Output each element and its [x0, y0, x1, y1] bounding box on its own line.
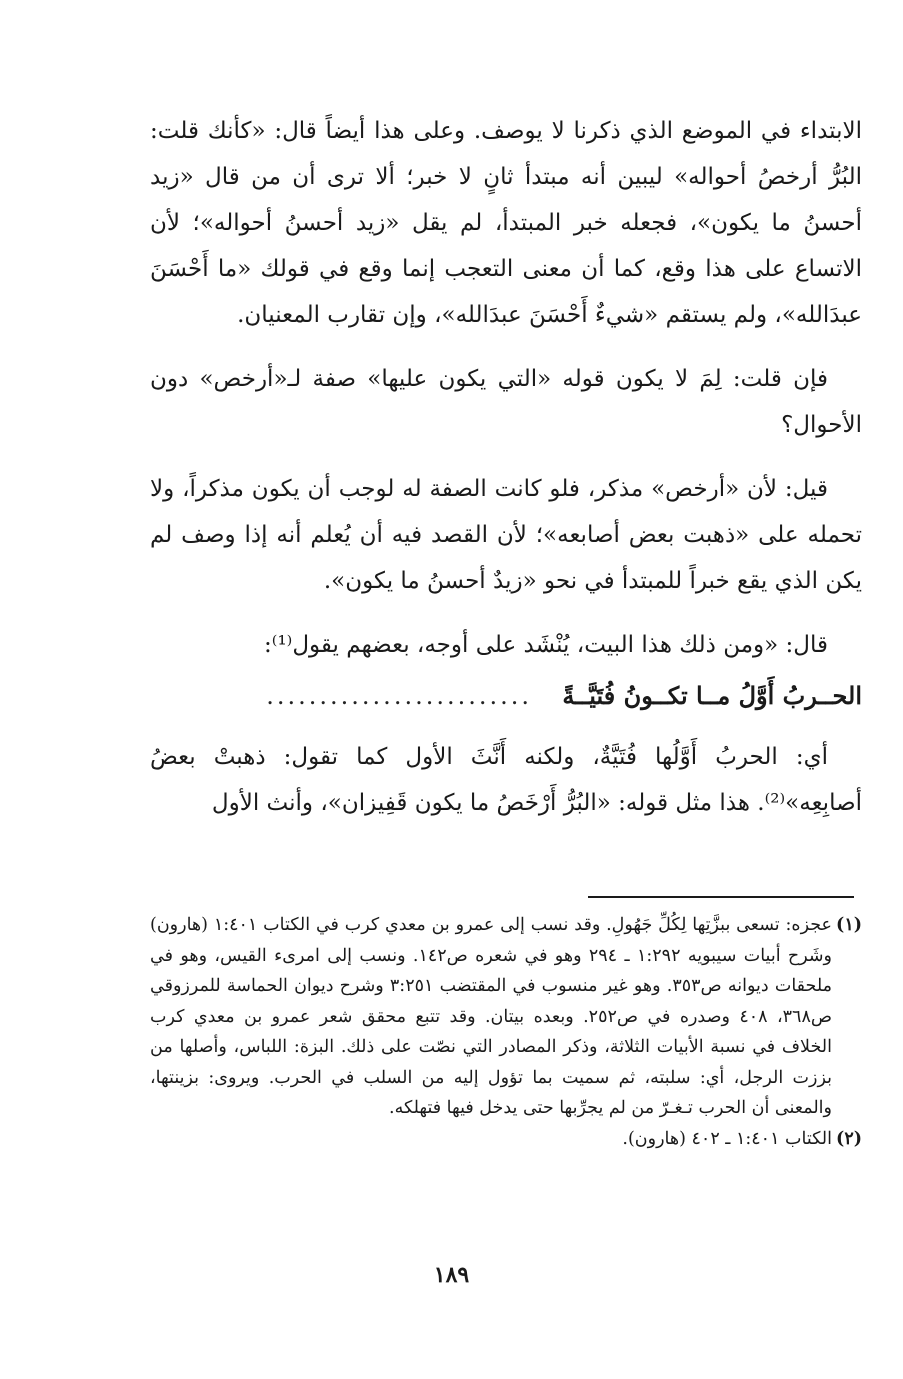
verse-second-hemistich: .........................	[266, 682, 532, 710]
paragraph-5: أي: الحربُ أَوَّلُها فُتَيَّةٌ، ولكنه أَنَّثَ الأول كما تقول: ذهبتْ بعضُ أصابِعِه»⁽²⁾. هذا مثل قوله: «البُرُّ أَرْخَصُ ما يكون قَفِيزان»، وأنث الأول	[150, 744, 862, 816]
footnote-separator	[588, 896, 854, 898]
paragraph-1: الابتداء في الموضع الذي ذكرنا لا يوصف. وعلى هذا أيضاً قال: «كأنك قلت: البُرُّ أرخصُ أحواله» ليبين أنه مبتدأ ثانٍ لا خبر؛ ألا ترى أن من قال «زيد أحسنُ ما يكون»، فجعله خبر المبتدأ، لم يقل «زيد أحسنُ أحواله»؛ لأن الاتساع على هذا وقع، كما أن معنى التعجب إنما وقع في قولك «ما أَحْسَنَ عبدَالله»، ولم يستقم «شيءٌ أَحْسَنَ عبدَالله»، وإن تقارب المعنيان.	[150, 118, 862, 328]
footnote-text: عجزه: تسعى ببزَّتِها لِكُلِّ جَهُولِ. وقد نسب إلى عمرو بن معدي كرب في الكتاب ١:٤٠١ (هارون) وشَرح أبيات سيبويه ١:٢٩٢ ـ ٢٩٤ وهو في شعره ص١٤٢. ونسب إلى امرىء القيس، وهو في ملحقات ديوانه ص٣٥٣. وهو غير منسوب في المقتضب ٣:٢٥١ وشرح ديوان الحماسة للمرزوقي ص٣٦٨، ٤٠٨ وصدره في ص٢٥٢. وبعده بيتان. وقد تتبع محقق شعر عمرو بن معدي كرب الخلاف في نسبة الأبيات الثلاثة، وذكر المصادر التي نصّت على ذلك. البزة: اللباس، وأصلها من بززت الرجل، أي: سلبته، ثم سميت بما تؤول إليه من السلب في الحرب. ويروى: بزينتها، والمعنى أن الحرب تـغـرّ من لم يجرِّبها حتى يدخل فيها فتهلكه.	[150, 915, 833, 1118]
main-text	[150, 108, 862, 844]
footnote-text: الكتاب ١:٤٠١ ـ ٤٠٢ (هارون).	[622, 1128, 832, 1149]
paragraph-4: قال: «ومن ذلك هذا البيت، يُنْشَد على أوجه، بعضهم يقول⁽¹⁾:	[264, 632, 828, 658]
paragraph-2: فإن قلت: لِمَ لا يكون قوله «التي يكون عليها» صفة لـ«أرخص» دون الأحوال؟	[150, 366, 862, 438]
poetry-verse	[150, 672, 862, 720]
footnote-1	[150, 910, 862, 1124]
verse-first-hemistich: الحــربُ أَوَّلُ مــا تكــونُ فُتَيَّــةً	[562, 681, 862, 710]
footnote-number: (٢)	[836, 1128, 862, 1149]
footnotes	[150, 910, 862, 1154]
footnote-number: (١)	[836, 915, 862, 935]
footnote-2	[150, 1124, 862, 1155]
page-number: ١٨٩	[433, 1262, 470, 1288]
paragraph-3: قيل: لأن «أرخص» مذكر، فلو كانت الصفة له لوجب أن يكون مذكراً، ولا تحمله على «ذهبت بعض أصابعه»؛ لأن القصد فيه أن يُعلم أنه إذا وصف لم يكن الذي يقع خبراً للمبتدأ في نحو «زيدٌ أحسنُ ما يكون».	[150, 476, 862, 594]
